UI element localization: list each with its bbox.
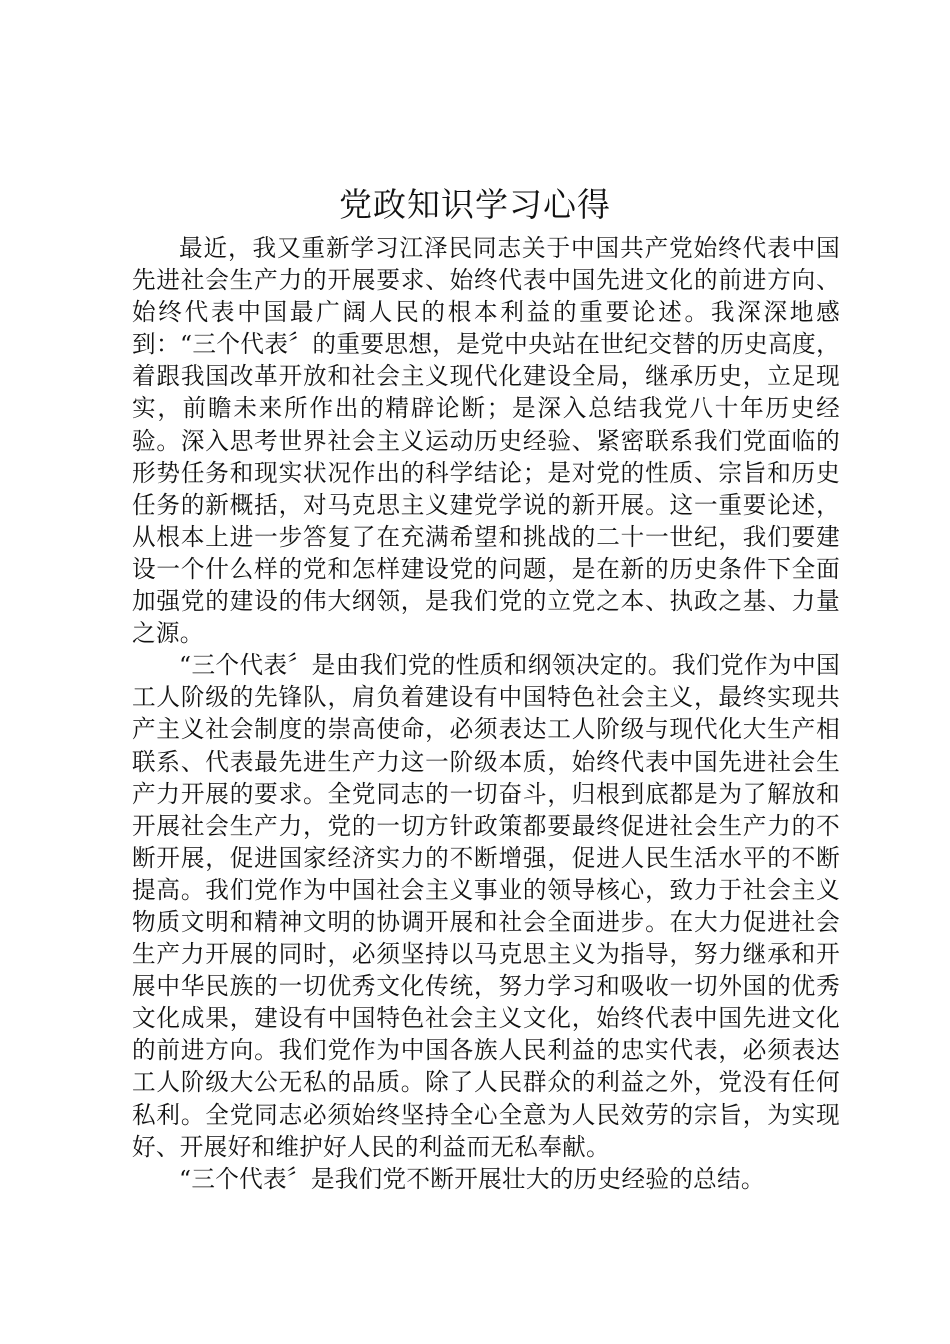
paragraph-2: “三个代表〞是由我们党的性质和纲领决定的。我们党作为中国工人阶级的先锋队，肩负着建设有中国特色社会主义，最终实现共产主义社会制度的崇高使命，必须表达工人阶级与现代化大生产相联系、代表最先进生产力这一阶级本质，始终代表中国先进社会生产力开展的要求。全党同志的一切奋斗，归根到底都是为了解放和开展社会生产力，党的一切方针政策都要最终促进社会生产力的不断开展，促进国家经济实力的不断增强，促进人民生活水平的不断提高。我们党作为中国社会主义事业的领导核心，致力于社会主义物质文明和精神文明的协调开展和社会全面进步。在大力促进社会生产力开展的同时，必须坚持以马克思主义为指导，努力继承和开展中华民族的一切优秀文化传统，努力学习和吸收一切外国的优秀文化成果，建设有中国特色社会主义文化，始终代表中国先进文化的前进方向。我们党作为中国各族人民利益的忠实代表，必须表达工人阶级大公无私的品质。除了人民群众的利益之外，党没有任何私利。全党同志必须始终坚持全心全意为人民效劳的宗旨，为实现好、开展好和维护好人民的利益而无私奉献。 xyxy=(132,651,840,1161)
document-body xyxy=(132,232,840,1195)
document-title: 党政知识学习心得 xyxy=(339,185,611,224)
paragraph-3: “三个代表〞是我们党不断开展壮大的历史经验的总结。 xyxy=(179,1164,765,1193)
paragraph-1: 最近，我又重新学习江泽民同志关于中国共产党始终代表中国先进社会生产力的开展要求、始终代表中国先进文化的前进方向、始终代表中国最广阔人民的根本利益的重要论述。我深深地感到：“三个代表〞的重要思想，是党中央站在世纪交替的历史高度，着跟我国改革开放和社会主义现代化建设全局，继承历史，立足现实，前瞻未来所作出的精辟论断；是深入总结我党八十年历史经验。深入思考世界社会主义运动历史经验、紧密联系我们党面临的形势任务和现实状况作出的科学结论；是对党的性质、宗旨和历史任务的新概括，对马克思主义建党学说的新开展。这一重要论述，从根本上进一步答复了在充满希望和挑战的二十一世纪，我们要建设一个什么样的党和怎样建设党的问题，是在新的历史条件下全面加强党的建设的伟大纲领，是我们党的立党之本、执政之基、力量之源。 xyxy=(132,234,840,648)
